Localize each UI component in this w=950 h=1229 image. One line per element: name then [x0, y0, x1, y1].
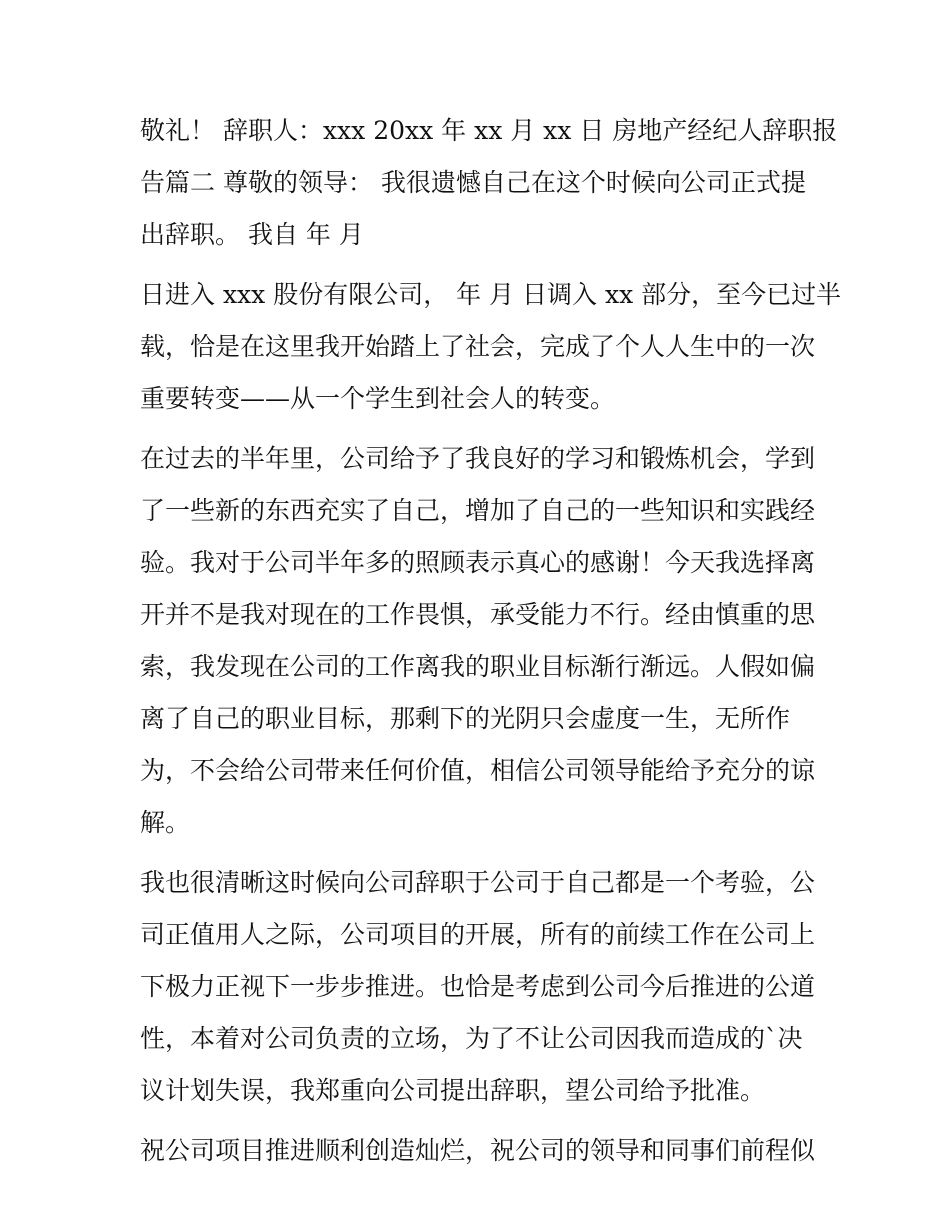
text-line: 了一些新的东西充实了自己，增加了自己的一些知识和实践经	[140, 496, 816, 525]
paragraph-gap	[140, 261, 820, 269]
text-line: 在过去的半年里，公司给予了我良好的学习和锻炼机会，学到	[140, 444, 816, 473]
text-line: 敬礼！ 辞职人：xxx 20xx 年 xx 月 xx 日 房地产经纪人辞职报	[140, 116, 838, 145]
text-line: 日进入 xxx 股份有限公司， 年 月 日调入 xx 部分，至今已过半	[140, 280, 842, 309]
text-line: 重要转变——从一个学生到社会人的转变。	[140, 384, 616, 413]
text-line: 离了自己的职业目标，那剩下的光阴只会虚度一生，无所作	[140, 704, 791, 733]
text-line: 司正值用人之际，公司项目的开展，所有的前续工作在公司上	[140, 920, 816, 949]
text-line: 为，不会给公司带来任何价值，相信公司领导能给予充分的谅	[140, 756, 816, 785]
text-line: 祝公司项目推进顺利创造灿烂，祝公司的领导和同事们前程似	[140, 1136, 816, 1165]
text-line: 议计划失误，我郑重向公司提出辞职，望公司给予批准。	[140, 1076, 766, 1105]
text-line: 验。我对于公司半年多的照顾表示真心的感谢！今天我选择离	[140, 548, 816, 577]
paragraph-gap	[140, 425, 820, 433]
paragraph-gap	[140, 1117, 820, 1125]
text-line: 出辞职。 我自 年 月	[140, 220, 364, 249]
text-line: 载，恰是在这里我开始踏上了社会，完成了个人人生中的一次	[140, 332, 816, 361]
text-line: 我也很清晰这时候向公司辞职于公司于自己都是一个考验，公	[140, 868, 816, 897]
text-line: 性，本着对公司负责的立场，为了不让公司因我而造成的`决	[140, 1024, 803, 1053]
paragraph-gap	[140, 849, 820, 857]
text-line: 告篇二 尊敬的领导： 我很遗憾自己在这个时候向公司正式提	[140, 168, 806, 197]
text-line: 下极力正视下一步步推进。也恰是考虑到公司今后推进的公道	[140, 972, 816, 1001]
text-line: 索，我发现在公司的工作离我的职业目标渐行渐远。人假如偏	[140, 652, 816, 681]
text-line: 解。	[140, 808, 191, 837]
text-line: 开并不是我对现在的工作畏惧，承受能力不行。经由慎重的思	[140, 600, 816, 629]
resignation-letter-text	[140, 105, 842, 1177]
